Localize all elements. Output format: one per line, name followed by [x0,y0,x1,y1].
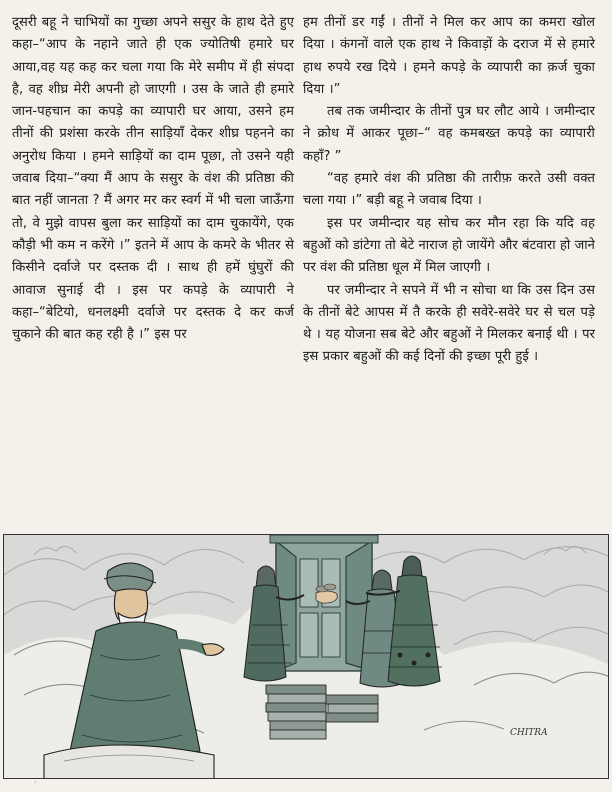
paragraph: दूसरी बहू ने चाभियों का गुच्छा अपने ससुर के हाथ देते हुए कहा–“आप के नहाने जाते ही एक ज्योतिषी हमारे घर आया,वह यह कह कर चला गया कि मेरे समीप में ही संपदा है, वह शीघ्र मेरी अपनी हो जाएगी । उस के जाते ही हमारे जान-पहचान का कपड़े का व्यापारी घर आया, उसने हम तीनों की प्रशंसा करके तीन साड़ियाँ देकर शीघ्र पहनने का अनुरोध किया । हमने साड़ियों का दाम पूछा, तो उसने यही जवाब दिया–“क्या मैं आप के ससुर के वंश की प्रतिष्ठा की बात नहीं जानता ? मैं अगर मर कर स्वर्ग में भी चला जाऊँगा तो, वे मुझे वापस बुला कर साड़ियों का दाम चुकायेंगे, एक कौड़ी भी कम न करेंगे ।” इतने में आप के कमरे के भीतर से किसीने दर्वाजे पर दस्तक दी । साथ ही हमें घुंघुरों की आवाज सुनाई दी । इस पर कपड़े के व्यापारी ने कहा–“बेटियो, धनलक्ष्मी दर्वाजे पर दस्तक दे कर कर्ज चुकाने की बात कह रही है ।” इस पर [12,15,294,343]
page-mark: · [34,778,37,787]
paragraph: “वह हमारे वंश की प्रतिष्ठा की तारीफ़ करते उसी वक्त चला गया ।” बड़ी बहू ने जवाब दिया । [303,171,595,209]
saree-stack [266,685,378,739]
paragraph: इस पर जमीन्दार यह सोच कर मौन रहा कि यदि वह बहुओं को डांटेगा तो बेटे नाराज हो जायेंगे और बंटवारा हो जाने पर वंश की प्रतिष्ठा धूल में मिल जाएगी । [303,215,595,276]
paragraph: हम तीनों डर गईं । तीनों ने मिल कर आप का कमरा खोल दिया । कंगनों वाले एक हाथ ने किवाड़ों के दराज में से हमारे हाथ रुपये रख दिये । हमने कपड़े के व्यापारी का क़र्ज चुका दिया ।” [303,15,595,97]
text-column-left [12,12,294,346]
paragraph: पर जमीन्दार ने सपने में भी न सोचा था कि उस दिन उस के तीनों बेटे आपस में तै करके ही सवेरे-सवेरे घर से चल पड़े थे । यह योजना सब बेटे और बहुओं ने मिलकर बनाई थी । पर इस प्रकार बहुओं की कई दिनों की इच्छा पूरी हुई । [303,282,595,365]
hand-with-coins [316,584,337,603]
paragraph: तब तक जमीन्दार के तीनों पुत्र घर लौट आये । जमीन्दार ने क्रोध में आकर पूछा–“ वह कमबख्त कपड़े का व्यापारी कहाँ? ” [303,104,595,164]
artist-signature: CHITRA [510,728,548,738]
story-illustration [3,534,609,779]
text-column-right [303,12,595,369]
